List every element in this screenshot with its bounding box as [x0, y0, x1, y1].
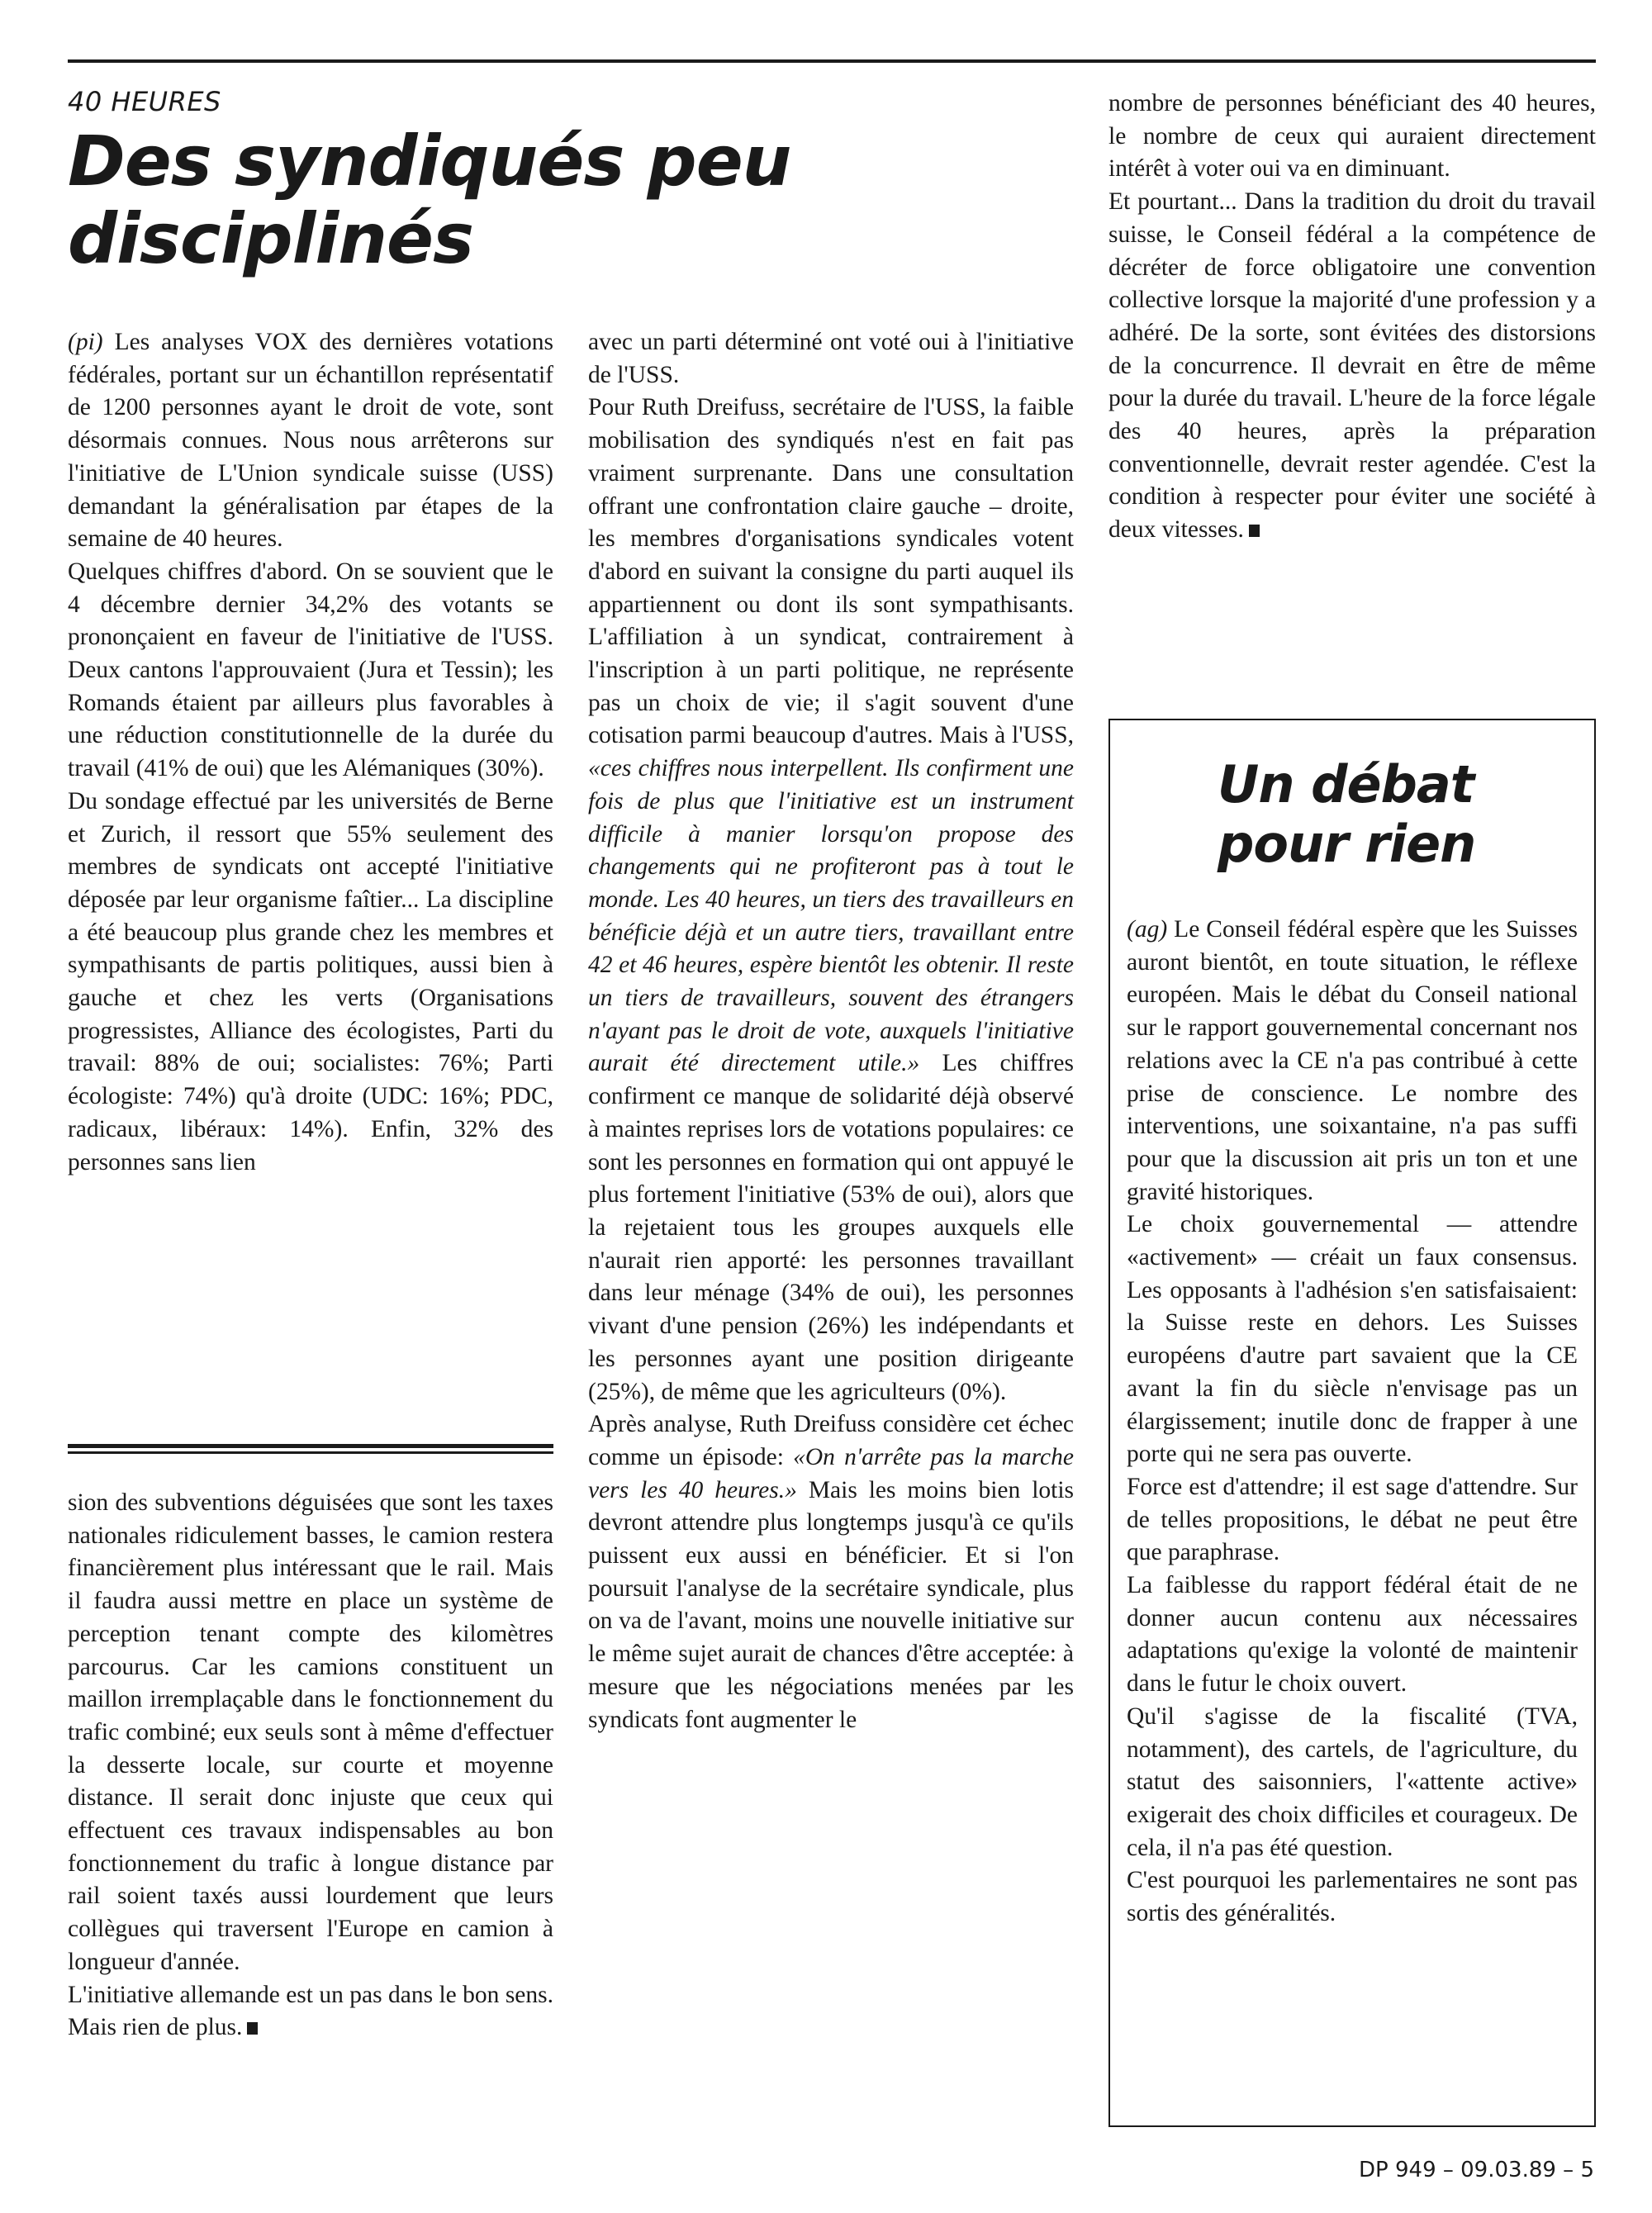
paragraph: Qu'il s'agisse de la fiscalité (TVA, notamment), des cartels, de l'agriculture, du statut des saisonniers, l'«attente active» exigerait des choix difficiles et courageux. De cela, il n'a pas été question.	[1127, 1702, 1578, 1861]
quote-text: «On n'arrête pas la marche vers les 40 heures.»	[588, 1443, 1074, 1503]
paragraph: nombre de personnes bénéficiant des 40 heures, le nombre de ceux qui auraient directement intérêt à voter oui va en diminuant.	[1108, 90, 1596, 183]
sidebar-body	[1127, 914, 1578, 1930]
paragraph	[588, 1408, 1074, 1736]
byline-initials: (ag)	[1127, 916, 1168, 943]
byline-initials: (pi)	[68, 329, 103, 355]
paragraph	[68, 1979, 553, 2044]
quote-text: «ces chiffres nous interpellent. Ils confirment une fois de plus que l'initiative est un instrument difficile à manier lorsqu'on propose des changements qui ne profiteront pas à tout le monde. Les 40 heures, un tiers des travailleurs en bénéficie déjà et un autre tiers, travaillant entre 42 et 46 heures, espère bientôt les obtenir. Il reste un tiers de travailleurs, souvent des étrangers n'ayant pas le droit de vote, auxquels l'initiative aurait été directement utile.»	[588, 755, 1074, 1077]
column-separator-rule	[68, 1444, 553, 1455]
paragraph: avec un parti déterminé ont voté oui à l'initiative de l'USS.	[588, 329, 1074, 388]
rule-thin	[68, 1451, 553, 1454]
top-rule	[68, 59, 1596, 63]
end-mark-icon	[1249, 525, 1260, 537]
sidebar-title: Un débat pour rien	[1218, 754, 1476, 874]
paragraph: Force est d'attendre; il est sage d'attendre. Sur de telles propositions, le débat ne peut être que paraphrase.	[1127, 1473, 1578, 1566]
article-headline: Des syndiqués peu disciplinés	[68, 121, 791, 279]
paragraph-text: Après analyse, Ruth Dreifuss considère cet échec comme un épisode:	[588, 1411, 1074, 1470]
article-column-1	[68, 326, 553, 1179]
paragraph	[68, 326, 553, 556]
paragraph	[588, 392, 1074, 1408]
paragraph	[1127, 914, 1578, 1209]
paragraph: C'est pourquoi les parlementaires ne sont pas sortis des généralités.	[1127, 1867, 1578, 1927]
sidebar-box	[1108, 719, 1596, 2127]
paragraph-text: Les analyses VOX des dernières votations fédérales, portant sur un échantillon représentatif de 1200 personnes ayant le droit de vote, sont désormais connues. Nous nous arrêterons sur l'initiative de L'Union syndicale suisse (USS) demandant la généralisation par étapes de la semaine de 40 heures.	[68, 329, 553, 553]
paragraph-text: Les chiffres confirment ce manque de solidarité déjà observé à maintes reprises lors de votations populaires: ce sont les personnes en formation qui ont appuyé le plus fortement l'initiative (53% de oui), alors que la rejetaient tous les groupes auxquels elle n'aurait rien apporté: les personnes travaillant dans leur ménage (34% de oui), les personnes vivant d'une pension (26%) les indépendants et les personnes ayant une position dirigeante (25%), de même que les agriculteurs (0%).	[588, 1050, 1075, 1405]
paragraph-text: L'initiative allemande est un pas dans le bon sens. Mais rien de plus.	[68, 1981, 553, 2041]
paragraph: Du sondage effectué par les universités de Berne et Zurich, il ressort que 55% seulement des membres de syndicats ont accepté l'initiative déposée par leur organisme faîtier... La discipline a été beaucoup plus grande chez les membres et sympathisants de partis politiques, aussi bien à gauche et chez les verts (Organisations progressistes, Alliance des écologistes, Parti du travail: 88% de oui; socialistes: 76%; Parti écologiste: 74%) qu'à droite (UDC: 16%; PDC, radicaux, libéraux: 14%). Enfin, 32% des personnes sans lien	[68, 787, 553, 1175]
paragraph: Quelques chiffres d'abord. On se souvient que le 4 décembre dernier 34,2% des votants se prononçaient en faveur de l'initiative de l'USS. Deux cantons l'approuvaient (Jura et Tessin); les Romands étaient par ailleurs plus favorables à une réduction constitutionnelle de la durée du travail (41% de oui) que les Alémaniques (30%).	[68, 558, 553, 782]
paragraph-text: Mais les moins bien lotis devront attendre plus longtemps jusqu'à ce qu'ils puissent eux aussi en bénéficier. Et si l'on poursuit l'analyse de la secrétaire syndicale, plus on va de l'avant, moins une nouvelle initiative sur le même sujet aurait de chances d'être acceptée: à mesure que les négociations menées par les syndicats font augmenter le	[588, 1476, 1075, 1733]
paragraph	[1108, 186, 1596, 547]
rule-thick	[68, 1444, 553, 1448]
paragraph: Le choix gouvernemental — attendre «activement» — créait un faux consensus. Les opposants à l'adhésion s'en satisfaisaient: la Suisse reste en dehors. Les Suisses européens d'autre part savaient que la CE avant la fin du siècle n'envisage pas un élargissement; inutile donc de frapper à une porte qui ne sera pas ouverte.	[1127, 1211, 1578, 1468]
paragraph-text: Pour Ruth Dreifuss, secrétaire de l'USS, la faible mobilisation des syndiqués n'est en fait pas vraiment surprenante. Dans une consultation offrant une confrontation claire gauche – droite, les membres d'organisations syndicales votent d'abord en suivant la consigne du parti auquel ils appartiennent ou dont ils sont sympathisants. L'affiliation à un syndicat, contrairement à l'inscription à un parti politique, ne représente pas un choix de vie; il s'agit souvent d'une cotisation parmi beaucoup d'autres. Mais à l'USS,	[588, 394, 1074, 749]
paragraph-text: Le Conseil fédéral espère que les Suisses auront bientôt, en toute situation, le réflexe européen. Mais le débat du Conseil national sur le rapport gouvernemental concernant nos relations avec la CE n'a pas contribué à cette prise de conscience. Le nombre des interventions, une soixantaine, n'a pas suffi pour que la discussion ait pris un ton et une gravité historiques.	[1127, 916, 1578, 1205]
article-column-3	[1108, 88, 1596, 547]
other-article-column	[68, 1487, 553, 2044]
page-folio: DP 949 – 09.03.89 – 5	[1359, 2158, 1594, 2182]
end-mark-icon	[247, 2022, 258, 2035]
paragraph-text: Et pourtant... Dans la tradition du droit du travail suisse, le Conseil fédéral a la compétence de décréter de force obligatoire une convention collective lorsque la majorité d'une profession y a adhéré. De la sorte, sont évitées des distorsions de la concurrence. Il devrait en être de même pour la durée du travail. L'heure de la force légale des 40 heures, après la préparation conventionnelle, devrait rester agendée. C'est la condition à respecter pour éviter une société à deux vitesses.	[1108, 188, 1596, 544]
paragraph: sion des subventions déguisées que sont les taxes nationales ridiculement basses, le camion restera financièrement plus intéressant que le rail. Mais il faudra aussi mettre en place un système de perception tenant compte des kilomètres parcourus. Car les camions constituent un maillon irremplaçable dans le fonctionnement du trafic combiné; eux seuls sont à même d'effectuer la desserte locale, sur courte et moyenne distance. Il serait donc injuste que ceux qui effectuent ces travaux indispensables au bon fonctionnement du trafic à longue distance par rail soient taxés aussi lourdement que leurs collègues qui traversent l'Europe en camion à longueur d'année.	[68, 1489, 553, 1975]
paragraph: La faiblesse du rapport fédéral était de ne donner aucun contenu aux nécessaires adaptations qu'exige la volonté de maintenir dans le futur le choix ouvert.	[1127, 1572, 1578, 1698]
article-kicker: 40 HEURES	[68, 86, 221, 117]
article-column-2	[588, 326, 1074, 1736]
